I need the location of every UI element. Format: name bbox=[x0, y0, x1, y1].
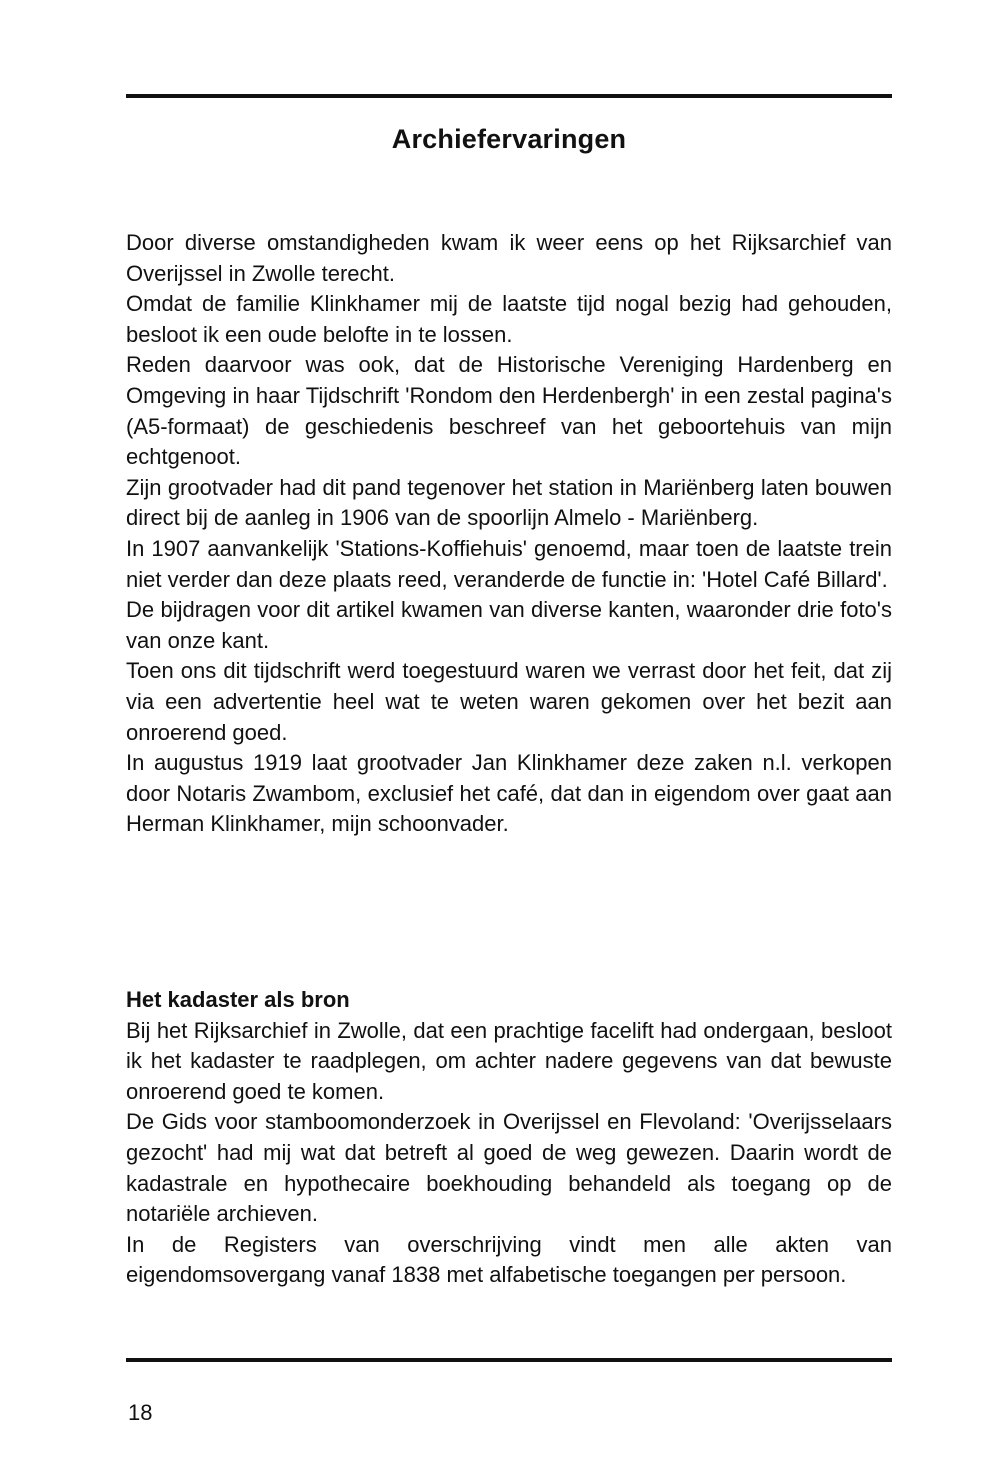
section-kadaster bbox=[126, 985, 892, 1291]
section-heading: Het kadaster als bron bbox=[126, 987, 350, 1012]
paragraph: Reden daarvoor was ook, dat de Historische Vereniging Hardenberg en Omgeving in haar Tijdschrift 'Rondom den Herdenbergh' in een zestal pagina's (A5-formaat) de geschiedenis beschreef van het geboortehuis van mijn echtgenoot. bbox=[126, 352, 892, 470]
paragraph: In 1907 aanvankelijk 'Stations-Koffiehuis' genoemd, maar toen de laatste trein niet verder dan deze plaats reed, veranderde de functie in: 'Hotel Café Billard'. bbox=[126, 535, 892, 592]
paragraph: Bij het Rijksarchief in Zwolle, dat een prachtige facelift had ondergaan, besloot ik het kadaster te raadplegen, om achter nadere gegevens van dat bewuste onroerend goed te komen. bbox=[126, 1017, 892, 1104]
page-title: Archiefervaringen bbox=[391, 124, 627, 154]
paragraph: In de Registers van overschrijving vindt men alle akten van eigendomsovergang vanaf 1838 met alfabetische toegangen per persoon. bbox=[126, 1231, 892, 1288]
paragraph: De Gids voor stamboomonderzoek in Overijssel en Flevoland: 'Overijsselaars gezocht' had mij wat dat betreft al goed de weg gewezen. Daarin wordt de kadastrale en hypothecaire boekhouding behandeld als toegang op de notariële archieven. bbox=[126, 1109, 892, 1227]
bottom-rule bbox=[126, 1358, 892, 1362]
paragraph: De bijdragen voor dit artikel kwamen van diverse kanten, waaronder drie foto's van onze kant. bbox=[126, 597, 892, 653]
paragraph: Omdat de familie Klinkhamer mij de laatste tijd nogal bezig had gehouden, besloot ik een oude belofte in te lossen. bbox=[126, 291, 892, 347]
paragraph: Toen ons dit tijdschrift werd toegestuurd waren we verrast door het feit, dat zij via een advertentie heel wat te weten waren gekomen over het bezit aan onroerend goed. bbox=[126, 658, 892, 745]
paragraph: Zijn grootvader had dit pand tegenover het station in Mariënberg laten bouwen direct bij de aanleg in 1906 van de spoorlijn Almelo - Mariënberg. bbox=[126, 474, 892, 531]
section-intro bbox=[126, 228, 892, 840]
top-rule bbox=[126, 94, 892, 98]
paragraph: In augustus 1919 laat grootvader Jan Klinkhamer deze zaken n.l. verkopen door Notaris Zwambom, exclusief het café, dat dan in eigendom over gaat aan Herman Klinkhamer, mijn schoonvader. bbox=[126, 750, 892, 837]
paragraph: Door diverse omstandigheden kwam ik weer eens op het Rijksarchief van Overijssel in Zwolle terecht. bbox=[126, 230, 892, 286]
page-number: 18 bbox=[128, 1400, 153, 1425]
